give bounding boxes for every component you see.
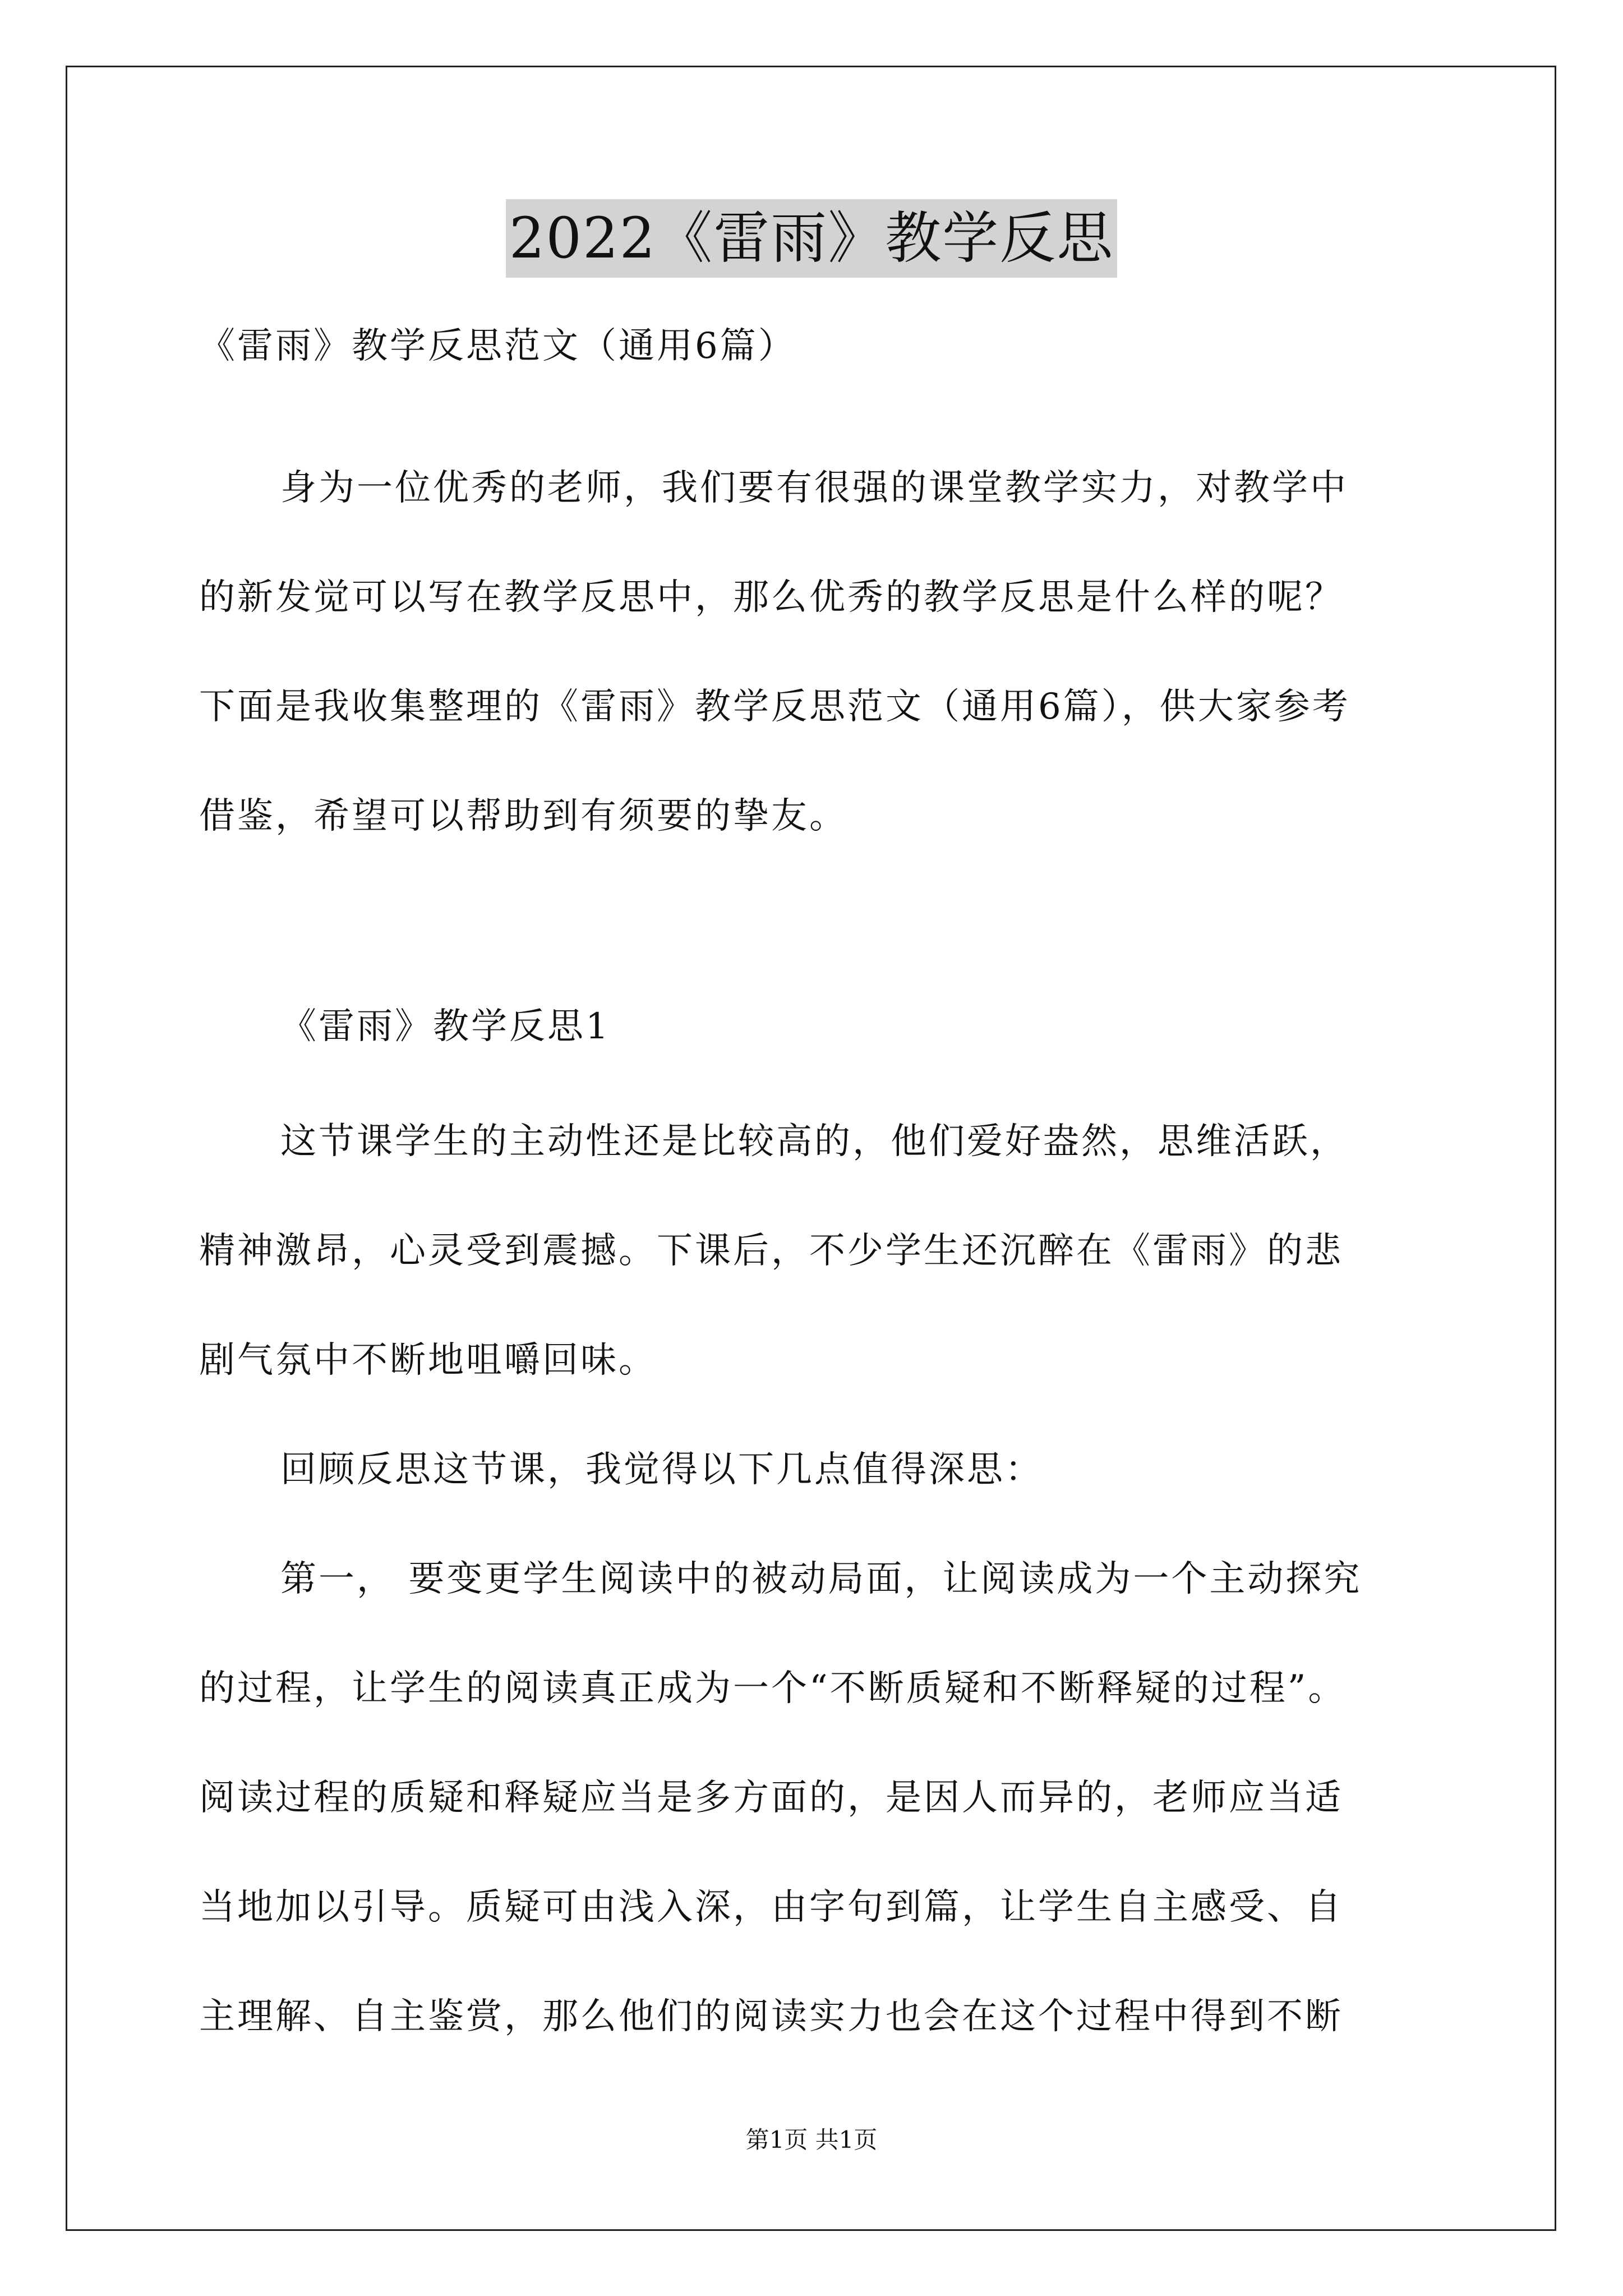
page-footer: 第1页 共1页	[745, 2126, 878, 2154]
para3-line-5: 主理解、自主鉴赏，那么他们的阅读实力也会在这个过程中得到不断	[199, 1996, 1343, 2037]
intro-line-4: 借鉴，希望可以帮助到有须要的挚友。	[199, 795, 847, 837]
section-heading: 《雷雨》教学反思1	[280, 1006, 611, 1047]
para1-line-3: 剧气氛中不断地咀嚼回味。	[199, 1340, 657, 1381]
para3-line-4: 当地加以引导。质疑可由浅入深，由字句到篇，让学生自主感受、自	[199, 1887, 1343, 1928]
para1-line-1: 这节课学生的主动性还是比较高的，他们爱好盎然，思维活跃，	[280, 1121, 1348, 1162]
intro-line-1: 身为一位优秀的老师，我们要有很强的课堂教学实力，对教学中	[280, 467, 1348, 509]
document-title: 2022《雷雨》教学反思	[506, 199, 1118, 278]
para3-line-3: 阅读过程的质疑和释疑应当是多方面的，是因人而异的，老师应当适	[199, 1777, 1343, 1819]
intro-line-2: 的新发觉可以写在教学反思中，那么优秀的教学反思是什么样的呢？	[199, 577, 1343, 618]
para1-line-2: 精神激昂，心灵受到震撼。下课后，不少学生还沉醉在《雷雨》的悲	[199, 1230, 1343, 1272]
document-subtitle: 《雷雨》教学反思范文（通用6篇）	[199, 325, 796, 367]
para3-line-2: 的过程，让学生的阅读真正成为一个“不断质疑和不断释疑的过程”。	[199, 1668, 1347, 1709]
para3-line-1: 第一， 要变更学生阅读中的被动局面，让阅读成为一个主动探究	[280, 1558, 1362, 1600]
intro-line-3: 下面是我收集整理的《雷雨》教学反思范文（通用6篇），供大家参考	[199, 686, 1350, 728]
para2-line-1: 回顾反思这节课，我觉得以下几点值得深思：	[280, 1449, 1043, 1490]
title-container	[0, 199, 1623, 278]
